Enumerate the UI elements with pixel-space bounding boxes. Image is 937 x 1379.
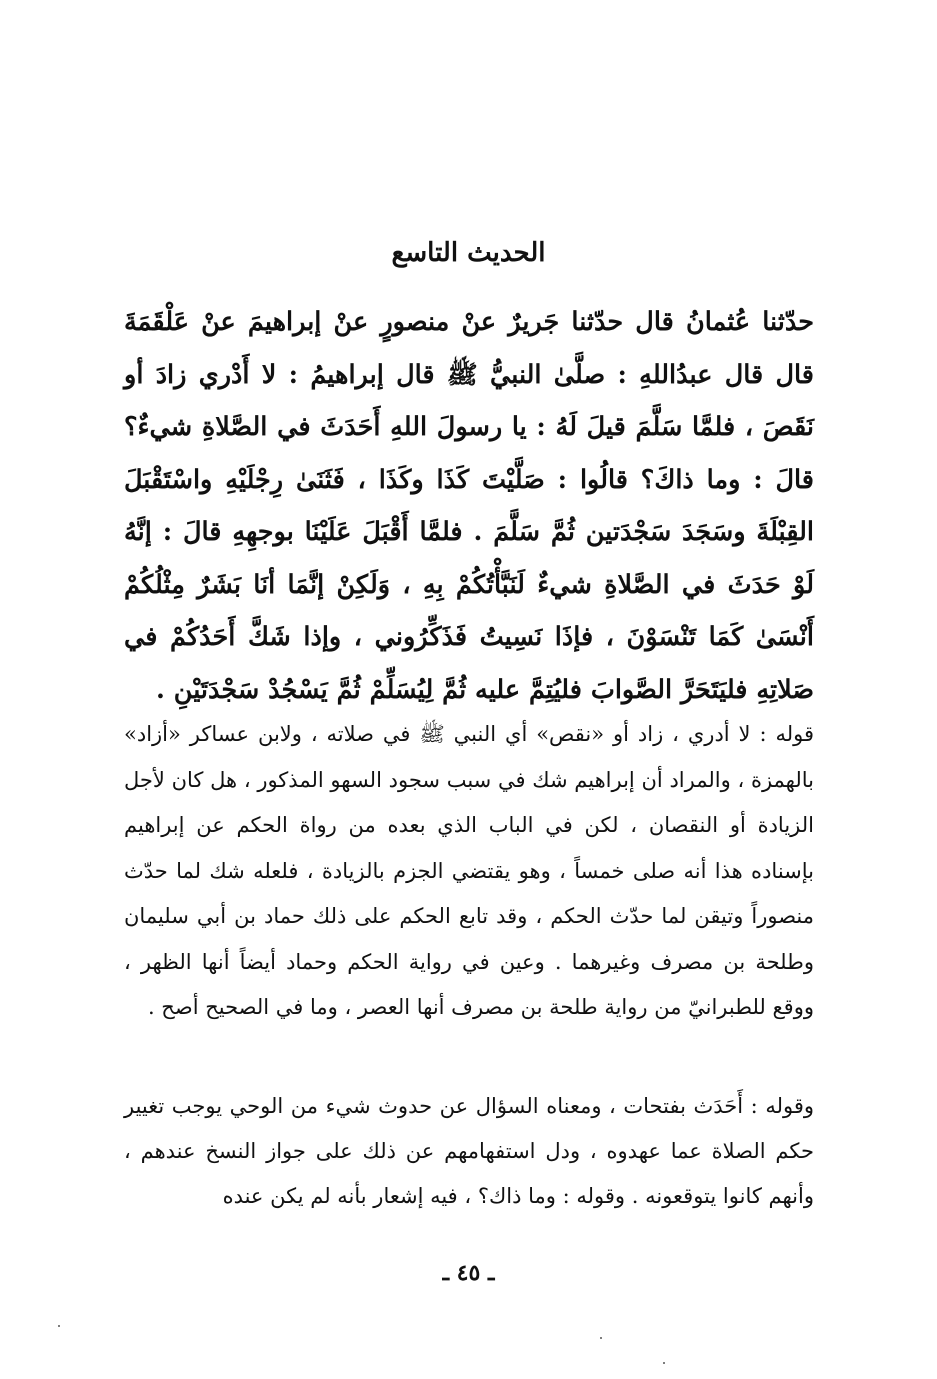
hadith-text: حدّثنا عُثمانُ قال حدّثنا جَريرٌ عنْ منصورٍ عنْ إبراهيمَ عنْ عَلْقَمَةَ قال قال عبدُاللهِ : صلَّىٰ النبيُّ ﷺ قال إبراهيمُ : لا أَدْري زادَ أو نَقَصَ ، فلمَّا سَلَّمَ قيلَ لَهُ : يا رسولَ اللهِ أَحَدَثَ في الصَّلاةِ شيءٌ؟ قالَ : وما ذاكَ؟ قالُوا : صَلَّيْتَ كَذَا وكَذَا ، فَثَنَىٰ رِجْلَيْهِ واسْتَقْبَلَ القِبْلَةَ وسَجَدَ سَجْدَتين ثُمَّ سَلَّمَ . فلمَّا أَقْبَلَ عَلَيْنَا بوجهِهِ قالَ : إنَّهُ لَوْ حَدَثَ في الصَّلاةِ شيءٌ لَنَبَّأْتُكُمْ بِهِ ، وَلَكِنْ إنَّمَا أنَا بَشَرٌ مِثْلُكُمْ أَنْسَىٰ كَمَا تَنْسَوْنَ ، فإذَا نَسِيتُ فَذَكِّرُوني ، وإذا شَكَّ أَحَدُكُمْ في صَلاتِهِ فليَتَحَرَّ الصَّوابَ فليُتِمَّ عليه ثُمَّ لِيُسَلِّمْ ثُمَّ يَسْجُدْ سَجْدَتَيْنِ . xyxy=(124,307,814,705)
page-number: ـ ٤٥ ـ xyxy=(442,1260,495,1286)
scan-speck xyxy=(663,1362,665,1364)
commentary-paragraph-1: قوله : لا أدري ، زاد أو «نقص» أي النبي ﷺ في صلاته ، ولابن عساكر «أزاد» بالهمزة ، والمراد أن إبراهيم شك في سبب سجود السهو المذكور ، هل كان لأجل الزيادة أو النقصان ، لكن في الباب الذي بعده من رواة الحكم عن إبراهيم بإسناده هذا أنه صلى خمساً ، وهو يقتضي الجزم بالزيادة ، فلعله شك لما حدّث منصوراً وتيقن لما حدّث الحكم ، وقد تابع الحكم على ذلك حماد بن أبي سليمان وطلحة بن مصرف وغيرهما . وعين في رواية الحكم وحماد أيضاً أنها الظهر ، ووقع للطبرانيّ من رواية طلحة بن مصرف أنها العصر ، وما في الصحيح أصح . xyxy=(124,722,814,1019)
scan-speck xyxy=(600,1337,602,1339)
chapter-title: الحديث التاسع xyxy=(391,238,546,268)
commentary-paragraph-2: وقوله : أَحَدَث بفتحات ، ومعناه السؤال عن حدوث شيء من الوحي يوجب تغيير حكم الصلاة عما عهدوه ، ودل استفهامهم عن ذلك على جواز النسخ عندهم ، وأنهم كانوا يتوقعونه . وقوله : وما ذاك؟ ، فيه إشعار بأنه لم يكن عنده xyxy=(124,1094,814,1208)
scan-speck xyxy=(58,1325,60,1327)
